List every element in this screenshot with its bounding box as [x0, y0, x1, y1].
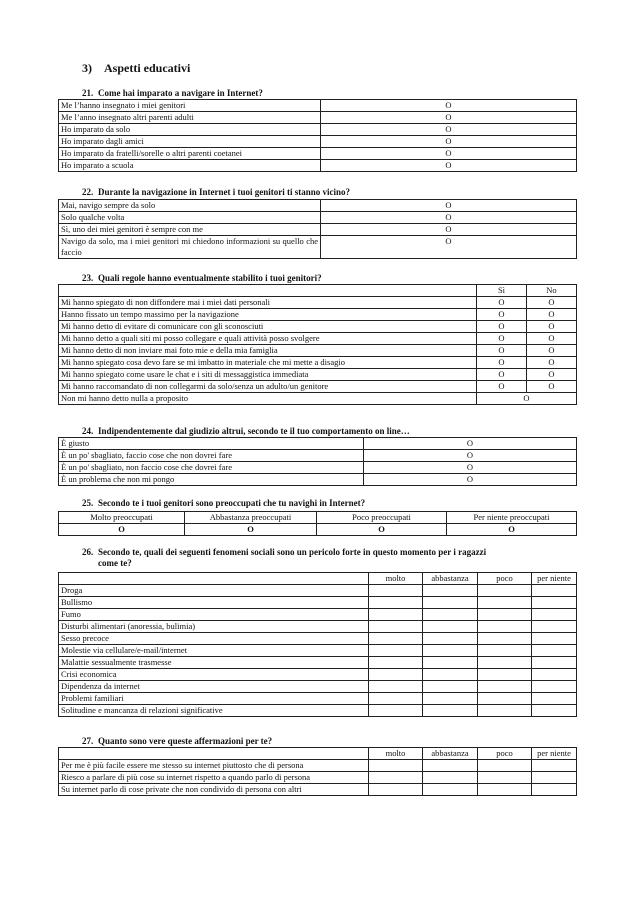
- question-27: [82, 736, 272, 747]
- q21-table: [58, 99, 577, 172]
- rating-column-header: molto: [369, 748, 423, 760]
- rule-label: Mi hanno spiegato di non diffondere mai i miei dati personali: [59, 297, 477, 309]
- rating-cell[interactable]: [369, 681, 423, 693]
- rating-column-header: abbastanza: [423, 748, 478, 760]
- table-row: [59, 112, 577, 124]
- option-label: Navigo da solo, ma i miei genitori mi chiedono informazioni su quello che faccio: [59, 236, 321, 259]
- question-text: Secondo te i tuoi genitori sono preoccupati che tu navighi in Internet?: [98, 498, 366, 508]
- rating-cell[interactable]: [532, 772, 577, 784]
- question-number: 26.: [82, 547, 94, 557]
- item-label: Droga: [59, 585, 369, 597]
- table-row: [59, 462, 577, 474]
- rating-cell[interactable]: [532, 669, 577, 681]
- table-row: [59, 681, 577, 693]
- rating-cell[interactable]: [369, 633, 423, 645]
- question-22: [82, 187, 350, 198]
- option-label: È un po' sbagliato, non faccio cose che dovrei fare: [59, 462, 364, 474]
- rating-cell[interactable]: [423, 621, 478, 633]
- question-text: Quanto sono vere queste affermazioni per te?: [98, 736, 273, 746]
- rating-cell[interactable]: [423, 657, 478, 669]
- table-row: [59, 160, 577, 172]
- yes-radio[interactable]: O: [477, 369, 527, 381]
- rule-label: Mi hanno detto di non inviare mai foto mie e della mia famiglia: [59, 345, 477, 357]
- rating-cell[interactable]: [369, 597, 423, 609]
- table-row: [59, 760, 577, 772]
- option-radio[interactable]: O: [321, 160, 577, 172]
- header-empty: [59, 573, 369, 585]
- option-radio[interactable]: O: [364, 450, 577, 462]
- option-label: Solo qualche volta: [59, 212, 321, 224]
- rating-cell[interactable]: [369, 585, 423, 597]
- yes-radio[interactable]: O: [477, 345, 527, 357]
- option-label: Molto preoccupati: [59, 512, 185, 524]
- rating-cell[interactable]: [423, 772, 478, 784]
- question-23: [82, 273, 322, 284]
- rating-column-header: poco: [478, 748, 532, 760]
- option-label: Me l’anno insegnato altri parenti adulti: [59, 112, 321, 124]
- yes-radio[interactable]: O: [477, 381, 527, 393]
- column-header-yes: Sì: [477, 285, 527, 297]
- table-row: [59, 148, 577, 160]
- section-title-text: Aspetti educativi: [104, 61, 191, 75]
- option-radio[interactable]: O: [321, 100, 577, 112]
- rating-column-header: abbastanza: [423, 573, 478, 585]
- option-radio[interactable]: O: [364, 462, 577, 474]
- q23-table: [58, 284, 577, 405]
- question-number: 23.: [82, 273, 94, 283]
- option-radio[interactable]: O: [477, 393, 577, 405]
- rating-cell[interactable]: [532, 681, 577, 693]
- option-radio[interactable]: O: [321, 148, 577, 160]
- option-radio[interactable]: O: [321, 124, 577, 136]
- rating-cell[interactable]: [423, 633, 478, 645]
- no-radio[interactable]: O: [527, 357, 577, 369]
- question-text: Quali regole hanno eventualmente stabilito i tuoi genitori?: [98, 273, 322, 283]
- option-label: Poco preoccupati: [317, 512, 447, 524]
- option-label: Me l’hanno insegnato i miei genitori: [59, 100, 321, 112]
- table-header: [59, 512, 577, 524]
- rule-label: Mi hanno spiegato come usare le chat e i siti di messaggistica immediata: [59, 369, 477, 381]
- option-radio[interactable]: O: [321, 212, 577, 224]
- question-24: [82, 426, 410, 437]
- rating-cell[interactable]: [423, 784, 478, 796]
- rating-cell[interactable]: [478, 633, 532, 645]
- rating-cell[interactable]: [478, 784, 532, 796]
- table-row: [59, 100, 577, 112]
- item-label: Dipendenza da internet: [59, 681, 369, 693]
- rating-cell[interactable]: [478, 657, 532, 669]
- table-row: [59, 645, 577, 657]
- no-radio[interactable]: O: [527, 345, 577, 357]
- yes-radio[interactable]: O: [477, 357, 527, 369]
- rating-cell[interactable]: [478, 760, 532, 772]
- rating-cell[interactable]: [532, 760, 577, 772]
- rating-cell[interactable]: [369, 645, 423, 657]
- table-row: [59, 124, 577, 136]
- question-text: Come hai imparato a navigare in Internet?: [98, 88, 263, 98]
- option-label: È un po' sbagliato, faccio cose che non dovrei fare: [59, 450, 364, 462]
- question-text: Durante la navigazione in Internet i tuoi genitori ti stanno vicino?: [98, 187, 350, 197]
- table-row: [59, 772, 577, 784]
- rating-cell[interactable]: [478, 681, 532, 693]
- rating-cell[interactable]: [423, 585, 478, 597]
- no-radio[interactable]: O: [527, 369, 577, 381]
- rating-column-header: per niente: [532, 748, 577, 760]
- table-row: [59, 381, 577, 393]
- option-label: Abbastanza preoccupati: [185, 512, 317, 524]
- rating-cell[interactable]: [478, 705, 532, 717]
- header-empty: [59, 285, 477, 297]
- item-label: Disturbi alimentari (anoressia, bulimia): [59, 621, 369, 633]
- table-row: [59, 236, 577, 259]
- rating-cell[interactable]: [423, 693, 478, 705]
- option-radio[interactable]: O: [364, 438, 577, 450]
- q26-table: [58, 572, 577, 717]
- q24-table: [58, 437, 577, 486]
- option-radio[interactable]: O: [321, 112, 577, 124]
- question-text: Indipendentemente dal giudizio altrui, secondo te il tuo comportamento on line…: [98, 426, 410, 436]
- no-radio[interactable]: O: [527, 333, 577, 345]
- rating-cell[interactable]: [532, 705, 577, 717]
- question-21: [82, 88, 263, 99]
- no-radio[interactable]: O: [527, 381, 577, 393]
- table-header: [59, 748, 577, 760]
- question-text: Secondo te, quali dei seguenti fenomeni sociali sono un pericolo forte in questo momento per i ragazzi: [98, 547, 487, 557]
- table-row: [59, 705, 577, 717]
- rating-column-header: per niente: [532, 573, 577, 585]
- option-radio[interactable]: O: [321, 224, 577, 236]
- option-radio[interactable]: O: [364, 474, 577, 486]
- rule-label: Mi hanno raccomandato di non collegarmi da solo/senza un adulto/un genitore: [59, 381, 477, 393]
- table-row: [59, 784, 577, 796]
- rating-cell[interactable]: [532, 657, 577, 669]
- item-label: Crisi economica: [59, 669, 369, 681]
- option-label: Ho imparato da fratelli/sorelle o altri parenti coetanei: [59, 148, 321, 160]
- no-radio[interactable]: O: [527, 309, 577, 321]
- table-row: [59, 321, 577, 333]
- yes-radio[interactable]: O: [477, 333, 527, 345]
- rating-cell[interactable]: [532, 645, 577, 657]
- table-row: [59, 212, 577, 224]
- item-label: Riesco a parlare di più cose su internet rispetto a quando parlo di persona: [59, 772, 369, 784]
- option-radio[interactable]: O: [321, 136, 577, 148]
- q22-table: [58, 199, 577, 259]
- header-empty: [59, 748, 369, 760]
- option-radio[interactable]: O: [447, 524, 577, 536]
- rule-label: Non mi hanno detto nulla a proposito: [59, 393, 477, 405]
- rating-cell[interactable]: [423, 681, 478, 693]
- table-row: [59, 200, 577, 212]
- item-label: Sesso precoce: [59, 633, 369, 645]
- q25-table: [58, 511, 577, 536]
- table-row: [59, 609, 577, 621]
- no-radio[interactable]: O: [527, 321, 577, 333]
- rating-column-header: molto: [369, 573, 423, 585]
- rating-cell[interactable]: [478, 597, 532, 609]
- option-radio[interactable]: O: [59, 524, 185, 536]
- rating-cell[interactable]: [369, 784, 423, 796]
- option-label: È giusto: [59, 438, 364, 450]
- table-row: [59, 345, 577, 357]
- item-label: Fumo: [59, 609, 369, 621]
- yes-radio[interactable]: O: [477, 309, 527, 321]
- rating-column-header: poco: [478, 573, 532, 585]
- rule-label: Hanno fissato un tempo massimo per la navigazione: [59, 309, 477, 321]
- rating-cell[interactable]: [532, 609, 577, 621]
- table-row: [59, 669, 577, 681]
- rating-cell[interactable]: [478, 645, 532, 657]
- rating-cell[interactable]: [369, 705, 423, 717]
- question-number: 27.: [82, 736, 94, 746]
- rating-cell[interactable]: [369, 760, 423, 772]
- question-text-continued: come te?: [98, 558, 132, 568]
- yes-radio[interactable]: O: [477, 321, 527, 333]
- no-radio[interactable]: O: [527, 297, 577, 309]
- rating-cell[interactable]: [478, 772, 532, 784]
- rating-cell[interactable]: [532, 693, 577, 705]
- section-number: 3): [82, 61, 92, 75]
- option-label: Ho imparato da solo: [59, 124, 321, 136]
- question-number: 21.: [82, 88, 94, 98]
- rating-cell[interactable]: [423, 705, 478, 717]
- rating-cell[interactable]: [423, 645, 478, 657]
- rating-cell[interactable]: [423, 669, 478, 681]
- q27-table: [58, 747, 577, 796]
- rule-label: Mi hanno detto a quali siti mi posso collegare e quali attività posso svolgere: [59, 333, 477, 345]
- question-number: 24.: [82, 426, 94, 436]
- rating-cell[interactable]: [369, 621, 423, 633]
- rating-cell[interactable]: [423, 597, 478, 609]
- question-number: 22.: [82, 187, 94, 197]
- section-title: [82, 61, 190, 76]
- yes-radio[interactable]: O: [477, 297, 527, 309]
- option-radio[interactable]: O: [185, 524, 317, 536]
- rating-cell[interactable]: [478, 669, 532, 681]
- rating-cell[interactable]: [532, 784, 577, 796]
- table-header: [59, 573, 577, 585]
- table-row: [59, 393, 577, 405]
- table-row: [59, 309, 577, 321]
- rating-cell[interactable]: [369, 772, 423, 784]
- table-row: [59, 597, 577, 609]
- rating-cell[interactable]: [478, 585, 532, 597]
- table-header: [59, 285, 577, 297]
- table-row: [59, 297, 577, 309]
- rating-cell[interactable]: [369, 657, 423, 669]
- rating-cell[interactable]: [532, 633, 577, 645]
- question-25: [82, 498, 365, 509]
- table-row: [59, 474, 577, 486]
- table-row: [59, 657, 577, 669]
- rating-cell[interactable]: [369, 609, 423, 621]
- item-label: Molestie via cellulare/e-mail/internet: [59, 645, 369, 657]
- option-radio[interactable]: O: [317, 524, 447, 536]
- item-label: Problemi familiari: [59, 693, 369, 705]
- table-row: [59, 333, 577, 345]
- item-label: Solitudine e mancanza di relazioni significative: [59, 705, 369, 717]
- rule-label: Mi hanno detto di evitare di comunicare con gli sconosciuti: [59, 321, 477, 333]
- table-row: [59, 357, 577, 369]
- rating-cell[interactable]: [478, 609, 532, 621]
- option-label: Mai, navigo sempre da solo: [59, 200, 321, 212]
- table-row: [59, 585, 577, 597]
- option-label: Sì, uno dei miei genitori è sempre con me: [59, 224, 321, 236]
- table-row: [59, 450, 577, 462]
- question-26: [82, 547, 486, 569]
- rating-cell[interactable]: [369, 669, 423, 681]
- rating-cell[interactable]: [423, 609, 478, 621]
- column-header-no: No: [527, 285, 577, 297]
- option-label: Per niente preoccupati: [447, 512, 577, 524]
- rating-cell[interactable]: [478, 693, 532, 705]
- question-number: 25.: [82, 498, 94, 508]
- table-row: [59, 633, 577, 645]
- table-row: [59, 524, 577, 536]
- item-label: Bullismo: [59, 597, 369, 609]
- rating-cell[interactable]: [532, 585, 577, 597]
- rating-cell[interactable]: [478, 621, 532, 633]
- table-row: [59, 136, 577, 148]
- rating-cell[interactable]: [532, 597, 577, 609]
- table-row: [59, 369, 577, 381]
- rating-cell[interactable]: [369, 693, 423, 705]
- table-row: [59, 693, 577, 705]
- option-label: Ho imparato a scuola: [59, 160, 321, 172]
- option-label: Ho imparato dagli amici: [59, 136, 321, 148]
- table-row: [59, 438, 577, 450]
- rating-cell[interactable]: [423, 760, 478, 772]
- table-row: [59, 621, 577, 633]
- rating-cell[interactable]: [532, 621, 577, 633]
- rule-label: Mi hanno spiegato cosa devo fare se mi imbatto in materiale che mi mette a disagio: [59, 357, 477, 369]
- item-label: Per me è più facile essere me stesso su internet piuttosto che di persona: [59, 760, 369, 772]
- table-row: [59, 224, 577, 236]
- option-label: È un problema che non mi pongo: [59, 474, 364, 486]
- item-label: Su internet parlo di cose private che non condivido di persona con altri: [59, 784, 369, 796]
- item-label: Malattie sessualmente trasmesse: [59, 657, 369, 669]
- option-radio[interactable]: O: [321, 200, 577, 212]
- option-radio[interactable]: O: [321, 236, 577, 259]
